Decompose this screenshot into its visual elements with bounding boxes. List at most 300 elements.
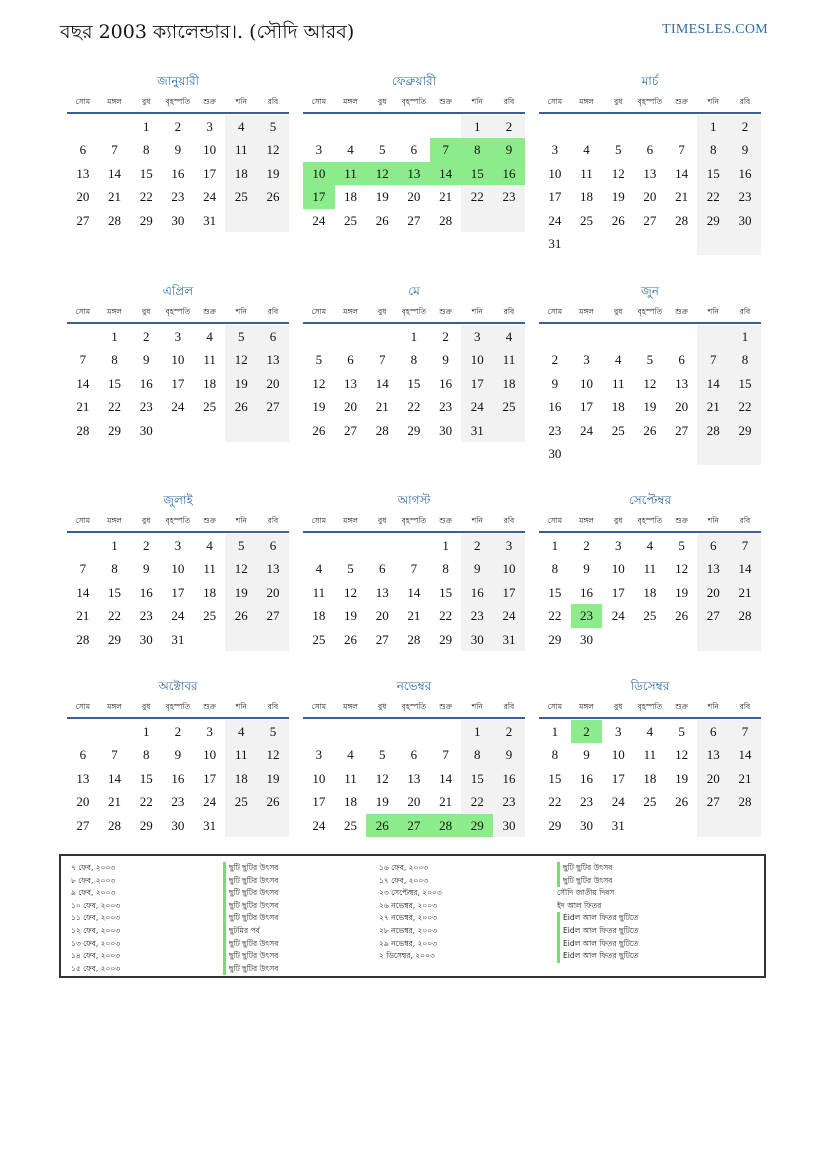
- day-cell[interactable]: 10: [580, 375, 594, 391]
- day-cell[interactable]: 28: [76, 631, 90, 647]
- day-cell[interactable]: 18: [312, 608, 326, 624]
- day-cell[interactable]: 16: [548, 399, 562, 415]
- day-cell[interactable]: 18: [344, 189, 358, 205]
- day-cell[interactable]: 11: [580, 165, 593, 181]
- day-cell[interactable]: 7: [678, 142, 685, 158]
- day-cell[interactable]: 25: [312, 631, 326, 647]
- day-cell[interactable]: 15: [548, 770, 562, 786]
- day-cell[interactable]: 17: [171, 375, 185, 391]
- day-cell[interactable]: 31: [611, 817, 625, 833]
- day-cell[interactable]: 12: [366, 162, 398, 185]
- day-cell[interactable]: 29: [548, 817, 562, 833]
- day-cell[interactable]: 18: [580, 189, 594, 205]
- day-cell[interactable]: 27: [375, 631, 389, 647]
- day-cell[interactable]: 3: [174, 538, 182, 553]
- day-cell[interactable]: 13: [257, 557, 289, 580]
- day-cell[interactable]: 30: [461, 628, 493, 651]
- day-cell[interactable]: 17: [203, 165, 217, 181]
- day-cell[interactable]: 4: [206, 538, 213, 553]
- day-cell[interactable]: 1: [461, 720, 493, 743]
- day-cell[interactable]: 14: [729, 743, 761, 766]
- day-cell[interactable]: 24: [461, 395, 493, 418]
- day-cell[interactable]: 14: [407, 584, 421, 600]
- day-cell[interactable]: 4: [315, 561, 323, 577]
- day-cell[interactable]: 9: [729, 138, 761, 161]
- day-cell[interactable]: 2: [142, 538, 150, 553]
- day-cell[interactable]: 18: [225, 767, 257, 790]
- day-cell[interactable]: 4: [614, 352, 622, 368]
- day-cell[interactable]: 19: [643, 399, 657, 415]
- day-cell[interactable]: 16: [439, 375, 453, 391]
- day-cell[interactable]: 18: [225, 162, 257, 185]
- day-cell[interactable]: 21: [675, 189, 689, 205]
- day-cell[interactable]: 20: [697, 767, 729, 790]
- day-cell[interactable]: 19: [375, 189, 389, 205]
- day-cell[interactable]: 26: [257, 185, 289, 208]
- day-cell[interactable]: 27: [257, 395, 289, 418]
- day-cell[interactable]: 10: [312, 770, 326, 786]
- day-cell[interactable]: 10: [171, 561, 185, 577]
- day-cell[interactable]: 28: [729, 604, 761, 627]
- day-cell[interactable]: 12: [375, 770, 389, 786]
- day-cell[interactable]: 24: [312, 212, 326, 228]
- day-cell[interactable]: 7: [697, 348, 729, 371]
- day-cell[interactable]: 6: [697, 534, 729, 557]
- day-cell[interactable]: 18: [643, 584, 657, 600]
- day-cell[interactable]: 24: [611, 608, 625, 624]
- day-cell[interactable]: 24: [580, 422, 594, 438]
- day-cell[interactable]: 8: [111, 352, 118, 368]
- day-cell[interactable]: 20: [407, 794, 421, 810]
- day-cell[interactable]: 31: [461, 419, 493, 442]
- day-cell[interactable]: 15: [461, 767, 493, 790]
- day-cell[interactable]: 30: [729, 209, 761, 232]
- day-cell[interactable]: 4: [225, 115, 257, 138]
- day-cell[interactable]: 23: [571, 604, 603, 627]
- day-cell[interactable]: 19: [344, 608, 358, 624]
- day-cell[interactable]: 19: [225, 372, 257, 395]
- day-cell[interactable]: 19: [675, 584, 689, 600]
- day-cell[interactable]: 26: [225, 395, 257, 418]
- day-cell[interactable]: 20: [257, 581, 289, 604]
- day-cell[interactable]: 3: [174, 329, 182, 344]
- day-cell[interactable]: 8: [729, 348, 761, 371]
- day-cell[interactable]: 18: [493, 372, 525, 395]
- day-cell[interactable]: 10: [203, 747, 217, 763]
- day-cell[interactable]: 23: [139, 608, 153, 624]
- day-cell[interactable]: 5: [678, 724, 685, 739]
- day-cell[interactable]: 24: [312, 817, 326, 833]
- day-cell[interactable]: 11: [611, 375, 625, 391]
- day-cell[interactable]: 12: [643, 375, 657, 391]
- day-cell[interactable]: 19: [257, 767, 289, 790]
- day-cell[interactable]: 25: [643, 608, 657, 624]
- day-cell[interactable]: 26: [675, 608, 689, 624]
- day-cell[interactable]: 1: [697, 115, 729, 138]
- day-cell[interactable]: 21: [76, 399, 90, 415]
- day-cell[interactable]: 7: [442, 747, 449, 763]
- day-cell[interactable]: 28: [697, 419, 729, 442]
- day-cell[interactable]: 8: [442, 561, 449, 577]
- day-cell[interactable]: 22: [461, 185, 493, 208]
- day-cell[interactable]: 12: [257, 743, 289, 766]
- day-cell[interactable]: 4: [347, 142, 354, 158]
- day-cell[interactable]: 4: [493, 325, 525, 348]
- day-cell[interactable]: 14: [108, 165, 122, 181]
- day-cell[interactable]: 13: [407, 770, 421, 786]
- day-cell[interactable]: 3: [206, 724, 213, 739]
- day-cell[interactable]: 25: [580, 212, 594, 228]
- day-cell[interactable]: 16: [139, 375, 153, 391]
- day-cell[interactable]: 30: [580, 631, 594, 647]
- day-cell[interactable]: 10: [203, 142, 217, 158]
- day-cell[interactable]: 2: [174, 119, 182, 134]
- day-cell[interactable]: 28: [407, 631, 421, 647]
- day-cell[interactable]: 10: [611, 747, 625, 763]
- day-cell[interactable]: 10: [303, 162, 335, 185]
- day-cell[interactable]: 26: [643, 422, 657, 438]
- day-cell[interactable]: 18: [203, 584, 217, 600]
- day-cell[interactable]: 28: [729, 790, 761, 813]
- day-cell[interactable]: 29: [548, 631, 562, 647]
- day-cell[interactable]: 4: [225, 720, 257, 743]
- day-cell[interactable]: 19: [375, 794, 389, 810]
- day-cell[interactable]: 22: [729, 395, 761, 418]
- day-cell[interactable]: 28: [375, 422, 389, 438]
- day-cell[interactable]: 30: [493, 814, 525, 837]
- day-cell[interactable]: 24: [171, 608, 185, 624]
- day-cell[interactable]: 20: [375, 608, 389, 624]
- day-cell[interactable]: 6: [347, 352, 354, 368]
- day-cell[interactable]: 14: [108, 770, 122, 786]
- day-cell[interactable]: 21: [76, 608, 90, 624]
- day-cell[interactable]: 12: [675, 561, 689, 577]
- day-cell[interactable]: 7: [111, 142, 118, 158]
- day-cell[interactable]: 5: [378, 142, 386, 158]
- day-cell[interactable]: 9: [142, 352, 150, 368]
- day-cell[interactable]: 23: [548, 422, 562, 438]
- day-cell[interactable]: 1: [410, 329, 418, 344]
- day-cell[interactable]: 2: [174, 724, 182, 739]
- day-cell[interactable]: 22: [108, 608, 122, 624]
- day-cell[interactable]: 29: [139, 817, 153, 833]
- day-cell[interactable]: 3: [315, 142, 323, 158]
- day-cell[interactable]: 25: [493, 395, 525, 418]
- day-cell[interactable]: 13: [697, 557, 729, 580]
- day-cell[interactable]: 23: [580, 794, 594, 810]
- day-cell[interactable]: 6: [79, 747, 87, 763]
- day-cell[interactable]: 12: [225, 348, 257, 371]
- day-cell[interactable]: 15: [407, 375, 421, 391]
- day-cell[interactable]: 23: [461, 604, 493, 627]
- day-cell[interactable]: 29: [461, 814, 493, 837]
- day-cell[interactable]: 17: [461, 372, 493, 395]
- day-cell[interactable]: 29: [108, 422, 122, 438]
- day-cell[interactable]: 5: [678, 538, 685, 553]
- day-cell[interactable]: 25: [203, 399, 217, 415]
- day-cell[interactable]: 15: [139, 165, 153, 181]
- day-cell[interactable]: 1: [142, 119, 150, 134]
- day-cell[interactable]: 6: [678, 352, 685, 368]
- day-cell[interactable]: 1: [551, 724, 559, 739]
- day-cell[interactable]: 8: [142, 142, 150, 158]
- day-cell[interactable]: 13: [76, 165, 90, 181]
- day-cell[interactable]: 16: [580, 584, 594, 600]
- day-cell[interactable]: 8: [697, 138, 729, 161]
- day-cell[interactable]: 13: [257, 348, 289, 371]
- day-cell[interactable]: 11: [203, 561, 216, 577]
- day-cell[interactable]: 21: [439, 794, 453, 810]
- day-cell[interactable]: 22: [139, 189, 153, 205]
- day-cell[interactable]: 15: [461, 162, 493, 185]
- day-cell[interactable]: 28: [108, 212, 122, 228]
- day-cell[interactable]: 22: [548, 608, 562, 624]
- day-cell[interactable]: 14: [675, 165, 689, 181]
- day-cell[interactable]: 4: [646, 538, 654, 553]
- day-cell[interactable]: 14: [439, 770, 453, 786]
- day-cell[interactable]: 6: [646, 142, 654, 158]
- day-cell[interactable]: 25: [643, 794, 657, 810]
- day-cell[interactable]: 26: [611, 212, 625, 228]
- day-cell[interactable]: 17: [548, 189, 562, 205]
- day-cell[interactable]: 13: [344, 375, 358, 391]
- day-cell[interactable]: 4: [646, 724, 654, 739]
- day-cell[interactable]: 7: [729, 720, 761, 743]
- day-cell[interactable]: 7: [729, 534, 761, 557]
- day-cell[interactable]: 13: [76, 770, 90, 786]
- day-cell[interactable]: 1: [111, 538, 118, 553]
- day-cell[interactable]: 16: [139, 584, 153, 600]
- day-cell[interactable]: 26: [257, 790, 289, 813]
- day-cell[interactable]: 26: [312, 422, 326, 438]
- day-cell[interactable]: 7: [79, 352, 87, 368]
- day-cell[interactable]: 26: [375, 212, 389, 228]
- day-cell[interactable]: 22: [407, 399, 421, 415]
- day-cell[interactable]: 6: [378, 561, 386, 577]
- day-cell[interactable]: 4: [583, 142, 590, 158]
- day-cell[interactable]: 11: [225, 743, 257, 766]
- day-cell[interactable]: 27: [643, 212, 657, 228]
- day-cell[interactable]: 3: [551, 142, 559, 158]
- day-cell[interactable]: 23: [139, 399, 153, 415]
- day-cell[interactable]: 24: [203, 189, 217, 205]
- day-cell[interactable]: 11: [643, 561, 657, 577]
- day-cell[interactable]: 5: [315, 352, 323, 368]
- day-cell[interactable]: 21: [375, 399, 389, 415]
- day-cell[interactable]: 1: [551, 538, 559, 553]
- day-cell[interactable]: 14: [375, 375, 389, 391]
- day-cell[interactable]: 13: [643, 165, 657, 181]
- day-cell[interactable]: 19: [675, 770, 689, 786]
- day-cell[interactable]: 11: [643, 747, 657, 763]
- day-cell[interactable]: 16: [461, 581, 493, 604]
- day-cell[interactable]: 16: [493, 162, 525, 185]
- day-cell[interactable]: 2: [729, 115, 761, 138]
- day-cell[interactable]: 3: [493, 534, 525, 557]
- day-cell[interactable]: 2: [571, 720, 603, 743]
- day-cell[interactable]: 22: [139, 794, 153, 810]
- day-cell[interactable]: 6: [697, 720, 729, 743]
- day-cell[interactable]: 1: [461, 115, 493, 138]
- day-cell[interactable]: 8: [461, 743, 493, 766]
- day-cell[interactable]: 9: [493, 743, 525, 766]
- day-cell[interactable]: 26: [344, 631, 358, 647]
- day-cell[interactable]: 16: [171, 770, 185, 786]
- day-cell[interactable]: 2: [442, 329, 449, 344]
- day-cell[interactable]: 22: [108, 399, 122, 415]
- day-cell[interactable]: 17: [203, 770, 217, 786]
- day-cell[interactable]: 24: [548, 212, 562, 228]
- day-cell[interactable]: 9: [174, 747, 182, 763]
- day-cell[interactable]: 14: [697, 372, 729, 395]
- day-cell[interactable]: 18: [611, 399, 625, 415]
- day-cell[interactable]: 20: [697, 581, 729, 604]
- day-cell[interactable]: 30: [171, 212, 185, 228]
- day-cell[interactable]: 23: [493, 790, 525, 813]
- day-cell[interactable]: 5: [646, 352, 654, 368]
- day-cell[interactable]: 17: [611, 584, 625, 600]
- day-cell[interactable]: 31: [548, 235, 562, 251]
- day-cell[interactable]: 21: [108, 794, 122, 810]
- day-cell[interactable]: 23: [493, 185, 525, 208]
- day-cell[interactable]: 20: [344, 399, 358, 415]
- day-cell[interactable]: 9: [583, 747, 590, 763]
- day-cell[interactable]: 25: [225, 185, 257, 208]
- day-cell[interactable]: 14: [430, 162, 462, 185]
- day-cell[interactable]: 25: [225, 790, 257, 813]
- day-cell[interactable]: 11: [335, 162, 367, 185]
- day-cell[interactable]: 29: [139, 212, 153, 228]
- day-cell[interactable]: 7: [430, 138, 462, 161]
- day-cell[interactable]: 29: [729, 419, 761, 442]
- day-cell[interactable]: 18: [203, 375, 217, 391]
- day-cell[interactable]: 2: [142, 329, 150, 344]
- day-cell[interactable]: 7: [79, 561, 87, 577]
- day-cell[interactable]: 25: [344, 212, 358, 228]
- day-cell[interactable]: 2: [461, 534, 493, 557]
- day-cell[interactable]: 7: [378, 352, 386, 368]
- day-cell[interactable]: 29: [697, 209, 729, 232]
- day-cell[interactable]: 3: [315, 747, 323, 763]
- day-cell[interactable]: 27: [76, 212, 90, 228]
- day-cell[interactable]: 24: [611, 794, 625, 810]
- day-cell[interactable]: 11: [344, 770, 357, 786]
- day-cell[interactable]: 17: [611, 770, 625, 786]
- day-cell[interactable]: 20: [76, 794, 90, 810]
- day-cell[interactable]: 15: [139, 770, 153, 786]
- day-cell[interactable]: 11: [203, 352, 216, 368]
- day-cell[interactable]: 3: [206, 119, 213, 134]
- day-cell[interactable]: 6: [257, 534, 289, 557]
- day-cell[interactable]: 8: [461, 138, 493, 161]
- day-cell[interactable]: 21: [729, 767, 761, 790]
- day-cell[interactable]: 5: [347, 561, 354, 577]
- day-cell[interactable]: 17: [493, 581, 525, 604]
- day-cell[interactable]: 2: [551, 352, 559, 368]
- day-cell[interactable]: 9: [493, 138, 525, 161]
- day-cell[interactable]: 20: [257, 372, 289, 395]
- day-cell[interactable]: 10: [171, 352, 185, 368]
- day-cell[interactable]: 1: [142, 724, 150, 739]
- day-cell[interactable]: 16: [729, 162, 761, 185]
- day-cell[interactable]: 9: [142, 561, 150, 577]
- day-cell[interactable]: 14: [729, 557, 761, 580]
- day-cell[interactable]: 16: [580, 770, 594, 786]
- day-cell[interactable]: 9: [461, 557, 493, 580]
- day-cell[interactable]: 11: [493, 348, 525, 371]
- day-cell[interactable]: 3: [583, 352, 590, 368]
- day-cell[interactable]: 22: [697, 185, 729, 208]
- day-cell[interactable]: 4: [206, 329, 213, 344]
- day-cell[interactable]: 10: [611, 561, 625, 577]
- day-cell[interactable]: 24: [203, 794, 217, 810]
- day-cell[interactable]: 20: [643, 189, 657, 205]
- day-cell[interactable]: 2: [493, 720, 525, 743]
- day-cell[interactable]: 6: [257, 325, 289, 348]
- day-cell[interactable]: 20: [407, 189, 421, 205]
- day-cell[interactable]: 27: [398, 814, 430, 837]
- day-cell[interactable]: 12: [675, 747, 689, 763]
- day-cell[interactable]: 30: [580, 817, 594, 833]
- day-cell[interactable]: 10: [461, 348, 493, 371]
- day-cell[interactable]: 13: [675, 375, 689, 391]
- day-cell[interactable]: 8: [142, 747, 150, 763]
- day-cell[interactable]: 30: [139, 422, 153, 438]
- day-cell[interactable]: 6: [410, 747, 418, 763]
- day-cell[interactable]: 5: [225, 534, 257, 557]
- day-cell[interactable]: 20: [76, 189, 90, 205]
- day-cell[interactable]: 1: [111, 329, 118, 344]
- day-cell[interactable]: 21: [697, 395, 729, 418]
- day-cell[interactable]: 28: [675, 212, 689, 228]
- day-cell[interactable]: 27: [675, 422, 689, 438]
- day-cell[interactable]: 20: [675, 399, 689, 415]
- day-cell[interactable]: 19: [312, 399, 326, 415]
- day-cell[interactable]: 31: [171, 631, 185, 647]
- day-cell[interactable]: 6: [79, 142, 87, 158]
- day-cell[interactable]: 18: [344, 794, 358, 810]
- day-cell[interactable]: 2: [583, 538, 590, 553]
- day-cell[interactable]: 29: [439, 631, 453, 647]
- day-cell[interactable]: 15: [548, 584, 562, 600]
- day-cell[interactable]: 5: [225, 325, 257, 348]
- day-cell[interactable]: 27: [407, 212, 421, 228]
- day-cell[interactable]: 14: [76, 584, 90, 600]
- day-cell[interactable]: 17: [303, 185, 335, 208]
- day-cell[interactable]: 16: [171, 165, 185, 181]
- day-cell[interactable]: 30: [439, 422, 453, 438]
- day-cell[interactable]: 23: [439, 399, 453, 415]
- day-cell[interactable]: 15: [108, 375, 122, 391]
- day-cell[interactable]: 31: [203, 212, 217, 228]
- day-cell[interactable]: 5: [614, 142, 622, 158]
- day-cell[interactable]: 22: [461, 790, 493, 813]
- day-cell[interactable]: 1: [729, 325, 761, 348]
- day-cell[interactable]: 11: [312, 584, 326, 600]
- day-cell[interactable]: 29: [407, 422, 421, 438]
- day-cell[interactable]: 23: [171, 189, 185, 205]
- day-cell[interactable]: 30: [171, 817, 185, 833]
- day-cell[interactable]: 10: [493, 557, 525, 580]
- day-cell[interactable]: 30: [139, 631, 153, 647]
- day-cell[interactable]: 19: [225, 581, 257, 604]
- day-cell[interactable]: 7: [111, 747, 118, 763]
- day-cell[interactable]: 8: [551, 561, 559, 577]
- day-cell[interactable]: 28: [439, 212, 453, 228]
- day-cell[interactable]: 24: [171, 399, 185, 415]
- day-cell[interactable]: 3: [461, 325, 493, 348]
- day-cell[interactable]: 5: [257, 115, 289, 138]
